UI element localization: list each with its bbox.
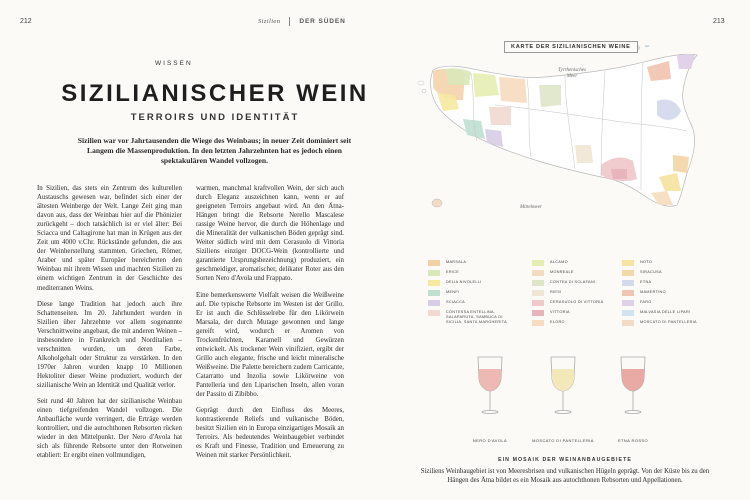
legend-item: [428, 290, 518, 300]
paragraph: Geprägt durch den Einfluss des Meeres, kontrastierende Reliefs und vulkanische Böden, besitzt Sizilien ein in Europa einzigartiges Mosaik an Terroirs. Als bedeutendes Weinbaugebiet verbindet es Kraft und Finesse, Tradition und Erneuerung zu Weinen mit starker Persönlichkeit.: [196, 407, 344, 460]
legend-item: [428, 310, 518, 332]
legend-item: [532, 300, 622, 310]
legend-swatch: [532, 280, 544, 286]
legend-label: ALCAMO: [550, 260, 568, 264]
legend-label: CONTEA DI SCLAFANI: [550, 280, 596, 284]
legend-column-1: [428, 260, 518, 332]
legend-swatch: [622, 310, 634, 316]
legend-swatch: [428, 290, 440, 296]
legend-swatch: [532, 310, 544, 316]
region-faro: [677, 55, 695, 69]
glass-label: ETNA ROSSO: [617, 438, 648, 443]
region-contessa: [489, 107, 511, 125]
section-name: Sizilien: [258, 18, 281, 26]
legend-label: DELIA NIVOLELLI: [446, 280, 482, 284]
region-sciacca: [485, 129, 503, 147]
paragraph: Eine bemerkenswerte Vielfalt weisen die Weißweine auf. Die typische Rebsorte im Westen ist der Grillo. Er ist auch die Schlüsselrebe für den Likörwein Marsala, der durch Mutage gewonnen und lange gereift wird, wodurch er Aromen von Trockenfrüchten, Karamell und Gewürzen entwickelt. Als trockener Wein vinifiziert, ergibt der Grillo auch elegante, frische und leicht mineralische Weißweine. Die Palette bereichern zudem Carricante, Catarratto und Inzolia sowie Likörweine von Pantelleria und den Liparischen Inseln, allen voran der Passito di Zibibbo.: [196, 291, 344, 399]
legend-item: [622, 270, 722, 280]
paragraph: Diese lange Tradition hat jedoch auch ihre Schattenseiten. Im 20. Jahrhundert wurden in Sizilien über Jahrzehnte vor allem sogenannte Verschnittweine angebaut, die mit anderen Weinen – insbesondere in Frankreich und Norditalien – verschnitten wurden, um deren Farbe, Alkoholgehalt oder Struktur zu verstärken. In den 1970er Jahren wurden knapp 10 Millionen Hektoliter dieser Weine produziert, wodurch der sizilianische Wein an Identität und Qualität verlor.: [37, 300, 182, 389]
region-alcamo: [473, 73, 499, 97]
legend-item: [622, 300, 722, 310]
legend-label: FARO: [640, 300, 652, 304]
legend-swatch: [622, 260, 634, 266]
legend-item: [532, 280, 622, 290]
glass-label: NERO D'AVOLA: [472, 438, 508, 443]
legend-swatch: [532, 270, 544, 276]
pantelleria-island: [432, 199, 442, 207]
legend-item: [622, 260, 722, 270]
legend-swatch: [532, 290, 544, 296]
legend-label: CERASUOLO DI VITTORIA: [550, 300, 604, 304]
paragraph: Seit rund 40 Jahren hat der sizilianische Weinbau einen tiefgreifenden Wandel vollzogen. Die Anbaufläche wurde verringert, die Erträge werden kontrolliert, und die autochthonen Rebsorten rücken wieder in den Mittelpunkt. Der Nero d'Avola hat sich als führende Rebsorte unter den Rotweinen etabliert: Er ergibt einen vollmundigen,: [37, 398, 182, 460]
page-number-left: 212: [20, 18, 32, 25]
legend-item: [532, 290, 622, 300]
legend-item: [428, 300, 518, 310]
region-monreale: [499, 77, 527, 103]
region-sclafani: [539, 85, 561, 107]
legend-label: SIRACUSA: [640, 270, 662, 274]
legend-swatch: [428, 310, 440, 316]
map-caption: Siziliens Weinbaugebiet ist von Meeresbrisen und vulkanischen Hügeln geprägt. Von der Küste bis zu den Hängen des Ätna bildet es ein Mosaik aus autochthonen Rebsorten und Appellationen.: [420, 468, 710, 484]
legend-item: [622, 310, 722, 320]
legend-label: CONTESSA ENTELLINA, SALAPARUTA, SAMBUCA DI SICILIA, SANTA MARGHERITA: [446, 310, 507, 324]
sea-label-south: Mittelmeer: [520, 205, 542, 210]
legend-label: MAMERTINO: [640, 290, 666, 294]
legend-item: [532, 270, 622, 280]
legend-label: ERICE: [446, 270, 460, 274]
legend-swatch: [622, 320, 634, 326]
running-header: [258, 17, 346, 26]
region-siracusa: [673, 155, 689, 173]
region-riesi: [575, 145, 593, 163]
legend-label: ELORO: [550, 320, 565, 324]
legend-swatch: [428, 260, 440, 266]
legend-swatch: [428, 280, 440, 286]
legend-item: [622, 280, 722, 290]
map-caption-title: EIN MOSAIK DER WEINANBAUGEBIETE: [498, 457, 632, 463]
legend-label: MALVASIA DELLE LIPARI: [640, 310, 691, 314]
wine-glass-icon: [545, 355, 581, 415]
legend-label: MARSALA: [446, 260, 467, 264]
legend-label: MONREALE: [550, 270, 574, 274]
legend-swatch: [428, 270, 440, 276]
header-divider: [289, 17, 290, 26]
kicker: WISSEN: [155, 60, 193, 67]
region-erice: [445, 68, 471, 85]
text-column-1: [37, 184, 182, 467]
legend-column-3: [622, 260, 722, 330]
text-column-2: [196, 184, 344, 467]
legend-item: [428, 280, 518, 290]
legend-label: RIESI: [550, 290, 562, 294]
article-subtitle: TERROIRS UND IDENTITÄT: [130, 112, 300, 123]
legend-label: NOTO: [640, 260, 653, 264]
article-title: SIZILIANISCHER WEIN: [61, 80, 369, 107]
lead-paragraph: Sizilien war vor Jahrtausenden die Wiege des Weinbaus; in neuer Zeit dominiert seit Langem die Massenproduktion. In den letzten Jahrzehnten hat es jedoch einen spektakulären Wandel vollzogen.: [77, 136, 352, 165]
legend-item: [532, 310, 622, 320]
legend-label: MENFI: [446, 290, 460, 294]
sea-label-line: Meer: [566, 74, 578, 79]
legend-item: [428, 270, 518, 280]
legend-label: SCIACCA: [446, 300, 465, 304]
glass-label: MOSCATO DI PANTELLERIA: [532, 438, 594, 443]
map-label: KARTE DER SIZILIANISCHEN WEINE: [504, 41, 638, 53]
legend-swatch: [622, 300, 634, 306]
legend-item: [532, 320, 622, 330]
page-number-right: 213: [713, 18, 725, 25]
legend-swatch: [428, 300, 440, 306]
egadi-islands: [418, 81, 426, 93]
paragraph: warmen, manchmal kraftvollen Wein, der sich auch durch Eleganz auszeichnen kann, wenn er auf geeigneten Terroirs angebaut wird. An den Ätna-Hängen bringt die Rebsorte Nerello Mascalese rassige Weine hervor, die durch die Höhenlage und die Mineralität der vulkanischen Böden geprägt sind. Weiter südlich wird mit dem Cerasuolo di Vittoria Siziliens einziger DOCG-Wein (kontrollierte und garantierte Ursprungsbezeichnung) produziert, ein geschmeidiger, aromatischer, delikater Roter aus den Sorten Nero d'Avola und Frappato.: [196, 185, 344, 283]
legend-item: [622, 320, 722, 330]
legend-column-2: [532, 260, 622, 330]
legend-swatch: [622, 270, 634, 276]
legend-swatch: [532, 260, 544, 266]
legend-item: [532, 260, 622, 270]
wine-glass-icon: [472, 355, 508, 415]
legend-label: MOSCATO DI PANTELLERIA: [640, 320, 697, 324]
legend-item: [428, 260, 518, 270]
legend-swatch: [622, 280, 634, 286]
legend-label: ETNA: [640, 280, 652, 284]
sea-label-line: Tyrrhenisches: [558, 68, 586, 73]
region-vittoria: [611, 169, 627, 179]
legend-item: [622, 290, 722, 300]
legend-swatch: [622, 290, 634, 296]
sea-label-north: [552, 68, 592, 80]
legend-swatch: [532, 300, 544, 306]
wine-glass-icon: [615, 355, 651, 415]
chapter-name: DER SÜDEN: [299, 18, 346, 26]
paragraph: In Sizilien, das stets ein Zentrum des kulturellen Austauschs gewesen war, befindet sich einer der ältesten Weinberge der Welt. Lange Zeit ging man davon aus, dass der Weinbau hier auf die Phönizier zurückgeht – doch tatsächlich ist er viel älter: Bei Sciacca und Caltagirone hat man in Krügen aus der Zeit um 4000 v.Chr. Rückstände gefunden, die aus der Weinherstellung stammten. Griechen, Römer, Araber und später Europäer bereicherten den Weinbau mit ihrem Wissen und machten Sizilien zu einem wichtigen Zentrum in der Geschichte des mediterranen Weins.: [37, 185, 182, 292]
legend-swatch: [532, 320, 544, 326]
legend-label: VITTORIA: [550, 310, 570, 314]
